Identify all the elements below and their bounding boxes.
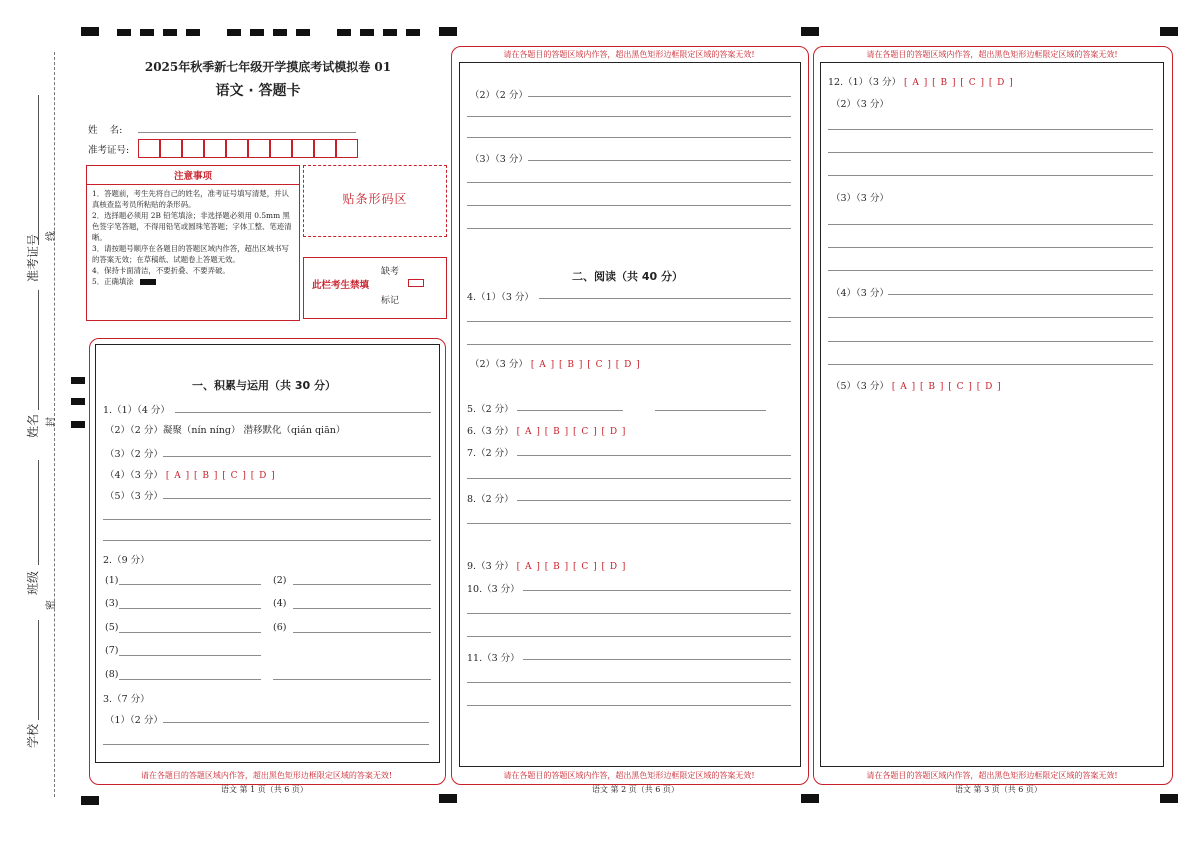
id-digit-box[interactable] xyxy=(336,139,358,158)
page-footer-3: 语文 第 3 页（共 6 页） xyxy=(955,785,1042,794)
notice-box xyxy=(86,165,300,321)
q1-1: 1.（1）（4 分） xyxy=(103,405,170,416)
q2-sub-1: (1) xyxy=(105,575,119,586)
q9-label: 9.（3 分） xyxy=(467,561,514,572)
q12-3: （3）（3 分） xyxy=(831,193,889,204)
answer-line[interactable] xyxy=(467,205,791,206)
side-name-underline xyxy=(38,290,39,410)
q4-1: 4.（1）（3 分） xyxy=(467,292,534,303)
q12-1-label: 12.（1）（3 分） xyxy=(828,77,901,88)
answer-line[interactable] xyxy=(119,608,261,609)
answer-line[interactable] xyxy=(517,410,623,411)
id-digit-box[interactable] xyxy=(270,139,292,158)
answer-line[interactable] xyxy=(119,632,261,633)
timing-mark xyxy=(140,29,154,36)
timing-mark xyxy=(186,29,200,36)
answer-line[interactable] xyxy=(467,182,791,183)
answer-line[interactable] xyxy=(517,500,791,501)
answer-line[interactable] xyxy=(119,584,261,585)
answer-line[interactable] xyxy=(293,608,431,609)
timing-mark xyxy=(1160,794,1178,803)
p2-q2: （2）（2 分） xyxy=(470,90,528,101)
answer-line[interactable] xyxy=(888,294,1153,295)
id-digit-box[interactable] xyxy=(248,139,270,158)
answer-line[interactable] xyxy=(528,96,791,97)
absent-line1: 缺考 xyxy=(381,267,400,277)
choice-options[interactable]: [ A ] [ B ] [ C ] [ D ] xyxy=(904,78,1014,88)
timing-mark xyxy=(71,421,85,428)
answer-line[interactable] xyxy=(528,160,791,161)
answer-line[interactable] xyxy=(175,412,431,413)
side-class-underline xyxy=(38,460,39,565)
answer-line[interactable] xyxy=(103,519,431,520)
q10: 10.（3 分） xyxy=(467,584,520,595)
barcode-area xyxy=(303,165,447,237)
answer-line[interactable] xyxy=(467,321,791,322)
timing-mark xyxy=(227,29,241,36)
timing-mark xyxy=(439,27,457,36)
timing-mark xyxy=(71,377,85,384)
id-digit-box[interactable] xyxy=(182,139,204,158)
q12-1 xyxy=(828,74,1014,88)
answer-line[interactable] xyxy=(655,410,766,411)
id-digit-box[interactable] xyxy=(138,139,160,158)
q11: 11.（3 分） xyxy=(467,653,520,664)
timing-mark xyxy=(801,27,819,36)
q6-label: 6.（3 分） xyxy=(467,426,514,437)
q1-5: （5）（3 分） xyxy=(105,491,163,502)
answer-line[interactable] xyxy=(467,116,791,117)
barcode-label: 贴条形码区 xyxy=(342,192,408,206)
absent-checkbox[interactable] xyxy=(408,279,424,287)
warning-3-top: 请在各题目的答题区域内作答，超出黑色矩形边框限定区域的答案无效! xyxy=(866,50,1118,59)
q3-1: （1）（2 分） xyxy=(105,715,163,726)
answer-line[interactable] xyxy=(828,224,1153,225)
answer-line[interactable] xyxy=(467,228,791,229)
q2-sub-7: (7) xyxy=(105,645,119,656)
q9 xyxy=(467,558,626,572)
notice-item-5: 5．正确填涂 xyxy=(92,277,134,286)
q2-sub-8: (8) xyxy=(105,669,119,680)
warning-3: 请在各题目的答题区域内作答，超出黑色矩形边框限定区域的答案无效! xyxy=(866,771,1118,780)
answer-line[interactable] xyxy=(163,498,431,499)
answer-line[interactable] xyxy=(467,344,791,345)
answer-line[interactable] xyxy=(467,523,791,524)
q2-sub-3: (3) xyxy=(105,598,119,609)
answer-line[interactable] xyxy=(467,478,791,479)
q3: 3.（7 分） xyxy=(103,694,150,705)
section-2-title: 二、阅读（共 40 分） xyxy=(572,270,683,283)
answer-box-3 xyxy=(820,62,1164,767)
section-1-title: 一、积累与运用（共 30 分） xyxy=(192,379,336,392)
answer-line[interactable] xyxy=(103,540,431,541)
absent-line2: 标记 xyxy=(381,296,400,306)
id-digit-box[interactable] xyxy=(226,139,248,158)
warning-2: 请在各题目的答题区域内作答，超出黑色矩形边框限定区域的答案无效! xyxy=(503,771,755,780)
p2-q3: （3）（3 分） xyxy=(470,154,528,165)
answer-line[interactable] xyxy=(828,247,1153,248)
answer-line[interactable] xyxy=(293,584,431,585)
notice-title: 注意事项 xyxy=(87,166,299,185)
card-title: 语文 · 答题卡 xyxy=(215,83,301,99)
q6 xyxy=(467,423,626,437)
answer-line[interactable] xyxy=(273,679,431,680)
id-label: 准考证号: xyxy=(88,145,130,156)
side-id-underline xyxy=(38,95,39,245)
q2-sub-6: (6) xyxy=(273,622,287,633)
answer-line[interactable] xyxy=(119,679,261,680)
answer-line[interactable] xyxy=(163,722,429,723)
name-label: 姓 名: xyxy=(88,125,123,136)
q8: 8.（2 分） xyxy=(467,494,514,505)
answer-line[interactable] xyxy=(467,705,791,706)
timing-mark xyxy=(801,794,819,803)
id-digit-box[interactable] xyxy=(204,139,226,158)
page-footer-2: 语文 第 2 页（共 6 页） xyxy=(592,785,679,794)
notice-item-3: 3．请按题号顺序在各题目的答题区域内作答，超出区域书写的答案无效；在草稿纸、试题卷上答题无效。 xyxy=(92,244,289,264)
answer-line[interactable] xyxy=(467,682,791,683)
q2-sub-2: (2) xyxy=(273,575,287,586)
notice-item-2: 2．选择题必须用 2B 铅笔填涂；非选择题必须用 0.5mm 黑色签字笔答题，不得用铅笔或圆珠笔答题；字体工整、笔迹清晰。 xyxy=(92,211,292,242)
answer-line[interactable] xyxy=(293,632,431,633)
answer-line[interactable] xyxy=(523,590,791,591)
timing-mark xyxy=(360,29,374,36)
answer-line[interactable] xyxy=(467,636,791,637)
timing-mark xyxy=(163,29,177,36)
side-id-label: 准考证号 xyxy=(26,233,40,282)
q1-4-label: （4）（3 分） xyxy=(105,470,163,481)
timing-mark xyxy=(296,29,310,36)
absent-label: 此栏考生禁填 xyxy=(312,280,370,291)
timing-mark xyxy=(117,29,131,36)
choice-options[interactable]: [ A ] [ B ] [ C ] [ D ] xyxy=(516,427,627,437)
choice-options[interactable]: [ A ] [ B ] [ C ] [ D ] xyxy=(530,360,641,370)
answer-line[interactable] xyxy=(828,341,1153,342)
id-digit-box[interactable] xyxy=(160,139,182,158)
q1-2: （2）（2 分）凝聚（nín níng） 潜移默化（qián qiān） xyxy=(105,425,346,436)
answer-line[interactable] xyxy=(517,455,791,456)
answer-line[interactable] xyxy=(119,655,261,656)
notice-item-4: 4．保持卡面清洁，不要折叠、不要弄破。 xyxy=(92,266,230,275)
q4-2 xyxy=(470,356,641,370)
timing-mark xyxy=(337,29,351,36)
id-digit-box[interactable] xyxy=(292,139,314,158)
id-digit-box[interactable] xyxy=(314,139,336,158)
answer-line[interactable] xyxy=(828,152,1153,153)
answer-line[interactable] xyxy=(828,129,1153,130)
side-seal-char: 封 xyxy=(46,417,57,427)
side-school-underline xyxy=(38,620,39,720)
timing-mark xyxy=(81,796,99,805)
notice-item-1: 1．答题前，考生先将自己的姓名，准考证号填写清楚，并认真核查监考员所粘贴的条形码。 xyxy=(92,189,289,209)
exam-title: 2025年秋季新七年级开学摸底考试模拟卷 01 xyxy=(144,60,392,74)
filled-example-icon xyxy=(140,279,156,285)
choice-options[interactable]: [ A ] [ B ] [ C ] [ D ] xyxy=(516,562,627,572)
timing-mark xyxy=(81,27,99,36)
q12-5 xyxy=(831,378,1002,392)
q2-sub-4: (4) xyxy=(273,598,287,609)
q5: 5.（2 分） xyxy=(467,404,514,415)
answer-line[interactable] xyxy=(828,175,1153,176)
answer-line[interactable] xyxy=(828,270,1153,271)
q1-3: （3）（2 分） xyxy=(105,449,163,460)
timing-mark xyxy=(273,29,287,36)
q4-2-label: （2）（3 分） xyxy=(470,359,528,370)
side-line-char: 线 xyxy=(46,231,57,241)
warning-1: 请在各题目的答题区域内作答，超出黑色矩形边框限定区域的答案无效! xyxy=(140,771,393,780)
answer-line[interactable] xyxy=(467,137,791,138)
timing-mark xyxy=(383,29,397,36)
q7: 7.（2 分） xyxy=(467,448,514,459)
answer-line[interactable] xyxy=(103,744,429,745)
absent-box xyxy=(303,257,447,319)
warning-2-top: 请在各题目的答题区域内作答，超出黑色矩形边框限定区域的答案无效! xyxy=(503,50,755,59)
page-footer-1: 语文 第 1 页（共 6 页） xyxy=(221,785,308,794)
name-field[interactable] xyxy=(138,132,356,133)
answer-line[interactable] xyxy=(163,456,431,457)
timing-mark xyxy=(406,29,420,36)
timing-mark xyxy=(439,794,457,803)
side-class-label: 班级 xyxy=(26,570,40,595)
q12-2: （2）（3 分） xyxy=(831,99,889,110)
q1-4 xyxy=(105,467,276,481)
q12-5-label: （5）（3 分） xyxy=(831,381,889,392)
q2: 2.（9 分） xyxy=(103,555,150,566)
answer-line[interactable] xyxy=(539,298,791,299)
timing-mark xyxy=(250,29,264,36)
timing-mark xyxy=(71,398,85,405)
q12-4: （4）（3 分） xyxy=(831,288,889,299)
q2-sub-5: (5) xyxy=(105,622,119,633)
choice-options[interactable]: [ A ] [ B ] [ C ] [ D ] xyxy=(165,471,276,481)
choice-options[interactable]: [ A ] [ B ] [ C ] [ D ] xyxy=(891,382,1002,392)
side-school-label: 学校 xyxy=(26,723,40,748)
answer-line[interactable] xyxy=(467,613,791,614)
answer-line[interactable] xyxy=(523,659,791,660)
side-name-label: 姓名 xyxy=(26,413,40,438)
answer-line[interactable] xyxy=(828,364,1153,365)
timing-mark xyxy=(1160,27,1178,36)
side-secret-char: 密 xyxy=(46,600,57,610)
answer-line[interactable] xyxy=(828,317,1153,318)
